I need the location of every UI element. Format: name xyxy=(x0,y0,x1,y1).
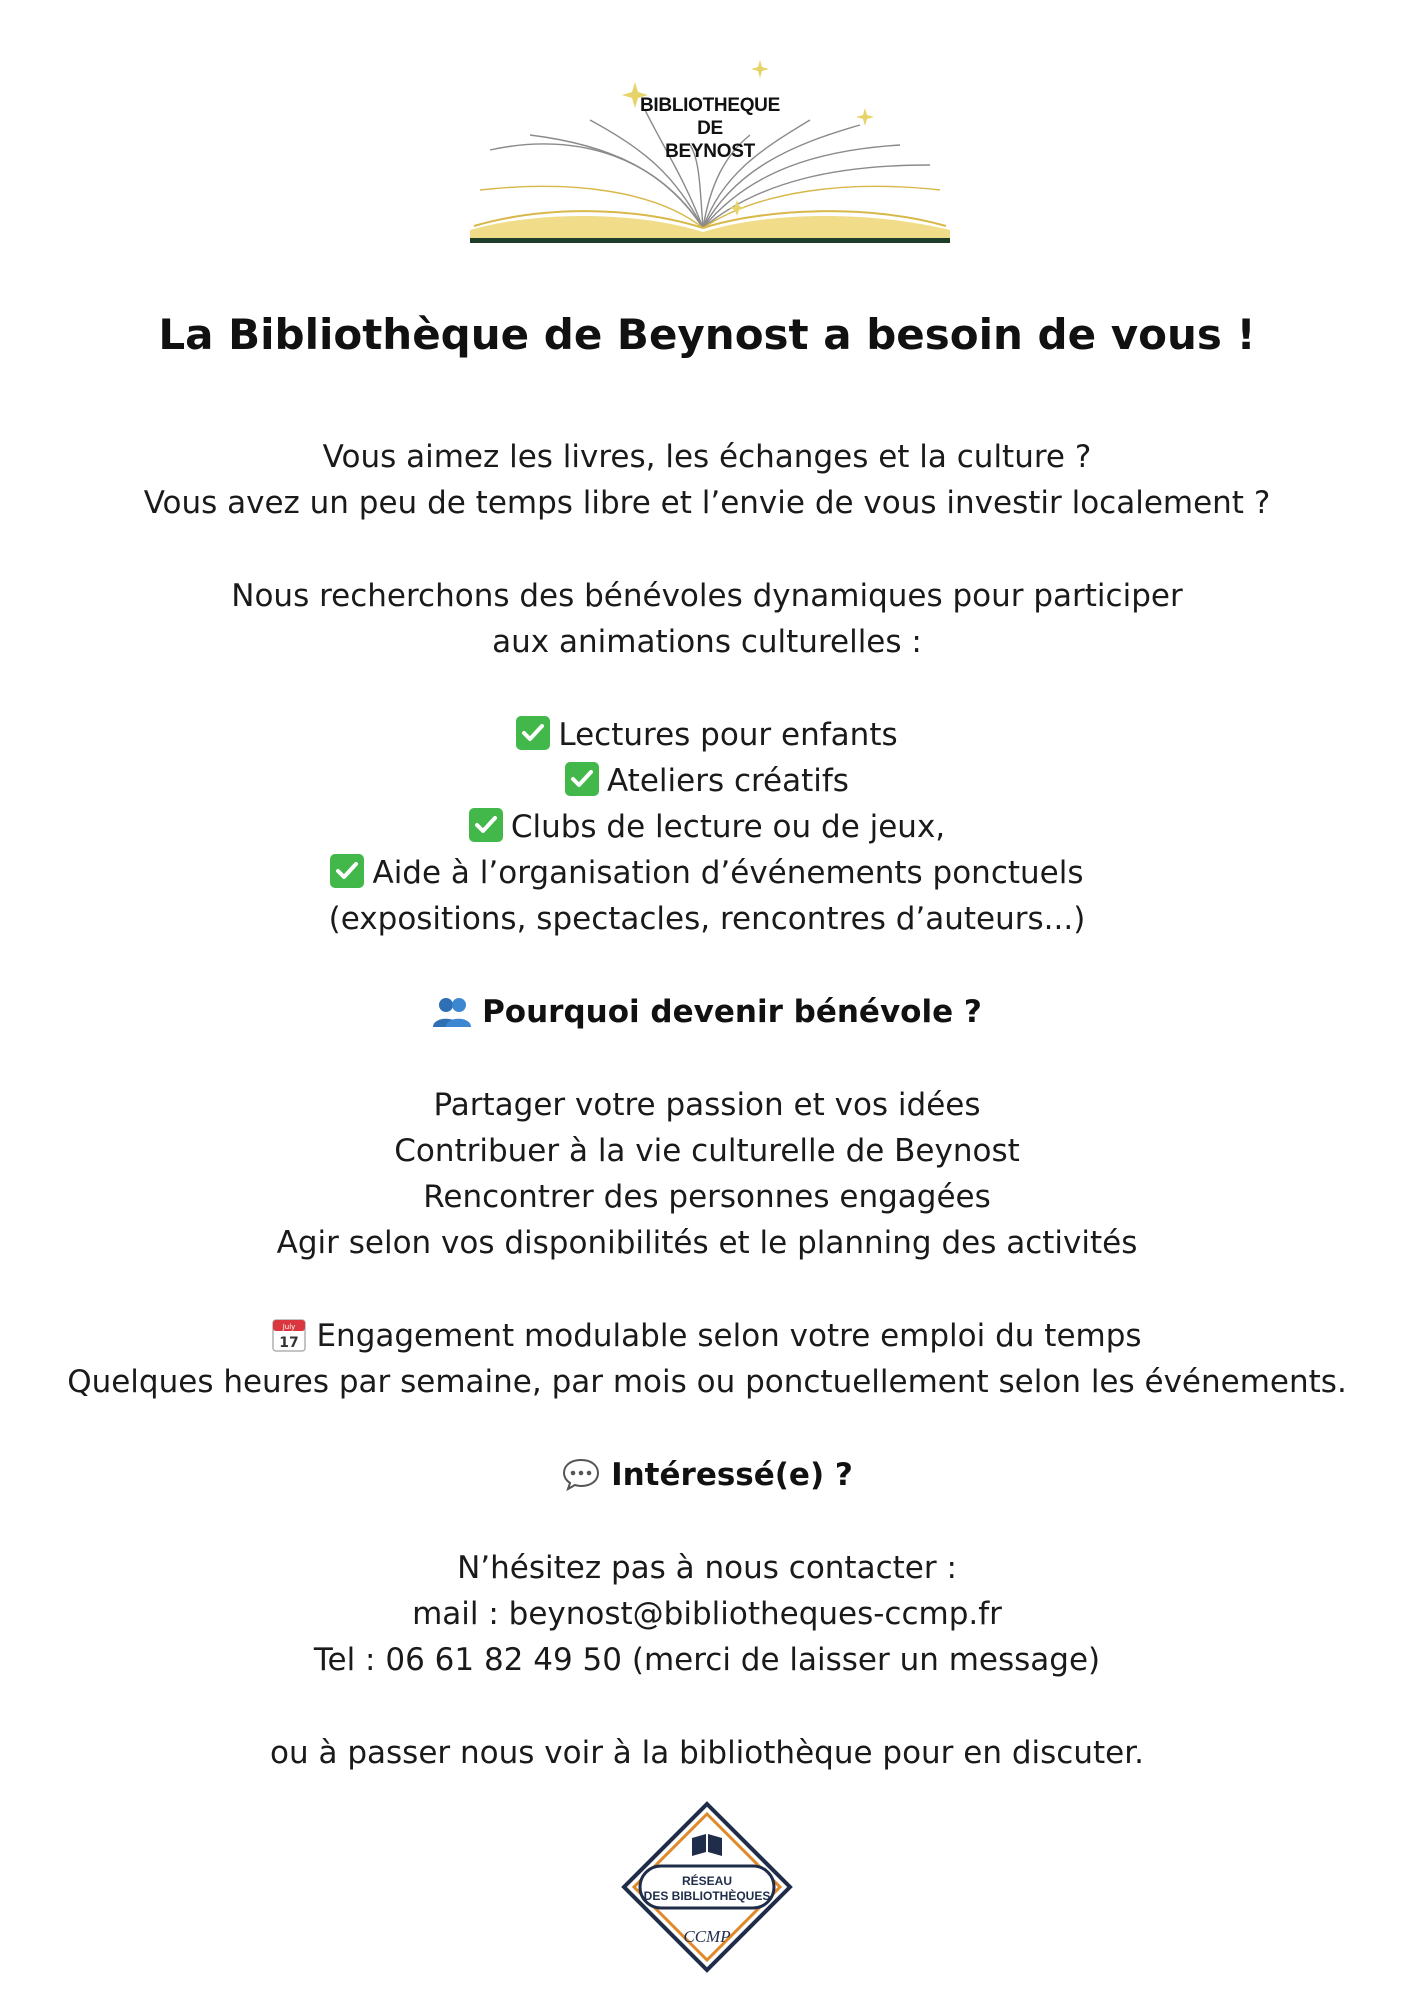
logo-line-1: BIBLIOTHEQUE xyxy=(640,95,780,116)
activity-label: Clubs de lecture ou de jeux, xyxy=(510,809,946,845)
activity-item xyxy=(0,761,1414,801)
intro-line-1: Vous aimez les livres, les échanges et la culture ? xyxy=(322,439,1092,475)
calendar-month: July xyxy=(283,1323,296,1331)
search-line-2: aux animations culturelles : xyxy=(492,624,922,660)
activities-note: (expositions, spectacles, rencontres d’auteurs...) xyxy=(328,901,1086,937)
why-item: Agir selon vos disponibilités et le planning des activités xyxy=(276,1225,1138,1261)
activity-item xyxy=(0,853,1414,893)
why-item: Rencontrer des personnes engagées xyxy=(423,1179,991,1215)
activity-label: Lectures pour enfants xyxy=(558,717,898,753)
activity-label: Ateliers créatifs xyxy=(607,763,849,799)
engagement-line-2: Quelques heures par semaine, par mois ou ponctuellement selon les événements. xyxy=(67,1364,1347,1400)
reseau-line-2: DES BIBLIOTHÈQUES xyxy=(643,1889,771,1903)
calendar-day: 17 xyxy=(279,1335,300,1351)
checkmark-icon xyxy=(565,762,599,796)
library-logo xyxy=(460,40,960,250)
people-icon xyxy=(432,996,472,1038)
reseau-text xyxy=(620,1874,794,1904)
contact-line-1: N’hésitez pas à nous contacter : xyxy=(457,1550,957,1586)
why-item: Partager votre passion et vos idées xyxy=(433,1087,981,1123)
reseau-line-1: RÉSEAU xyxy=(681,1874,732,1888)
checkmark-icon xyxy=(516,716,550,750)
engagement-line-1 xyxy=(0,1316,1414,1362)
contact-closing: ou à passer nous voir à la bibliothèque pour en discuter. xyxy=(270,1735,1144,1771)
speech-bubble-icon xyxy=(561,1457,601,1501)
activity-item xyxy=(0,715,1414,755)
reseau-logo xyxy=(620,1800,794,1974)
checkmark-icon xyxy=(469,808,503,842)
contact-tel[interactable]: Tel : 06 61 82 49 50 (merci de laisser un message) xyxy=(313,1642,1101,1678)
search-line-1: Nous recherchons des bénévoles dynamiques pour participer xyxy=(231,578,1183,614)
why-item: Contribuer à la vie culturelle de Beynost xyxy=(394,1133,1020,1169)
activity-label: Aide à l’organisation d’événements ponctuels xyxy=(372,855,1084,891)
checkmark-icon xyxy=(330,854,364,888)
contact-mail[interactable]: mail : beynost@bibliotheques-ccmp.fr xyxy=(412,1596,1002,1632)
engagement-text: Engagement modulable selon votre emploi du temps xyxy=(316,1318,1142,1354)
activity-item xyxy=(0,807,1414,847)
logo-line-2: DE xyxy=(697,118,723,139)
ccmp-mark: CCMP xyxy=(683,1927,731,1946)
interested-heading xyxy=(0,1455,1414,1501)
intro-line-2: Vous avez un peu de temps libre et l’envie de vous investir localement ? xyxy=(143,485,1271,521)
logo-line-3: BEYNOST xyxy=(665,141,755,162)
interested-heading-text: Intéressé(e) ? xyxy=(611,1457,853,1493)
library-logo-text xyxy=(460,94,960,163)
page-title: La Bibliothèque de Beynost a besoin de vous ! xyxy=(158,310,1256,359)
why-heading xyxy=(0,992,1414,1038)
calendar-icon xyxy=(272,1316,306,1362)
why-heading-text: Pourquoi devenir bénévole ? xyxy=(482,994,982,1030)
